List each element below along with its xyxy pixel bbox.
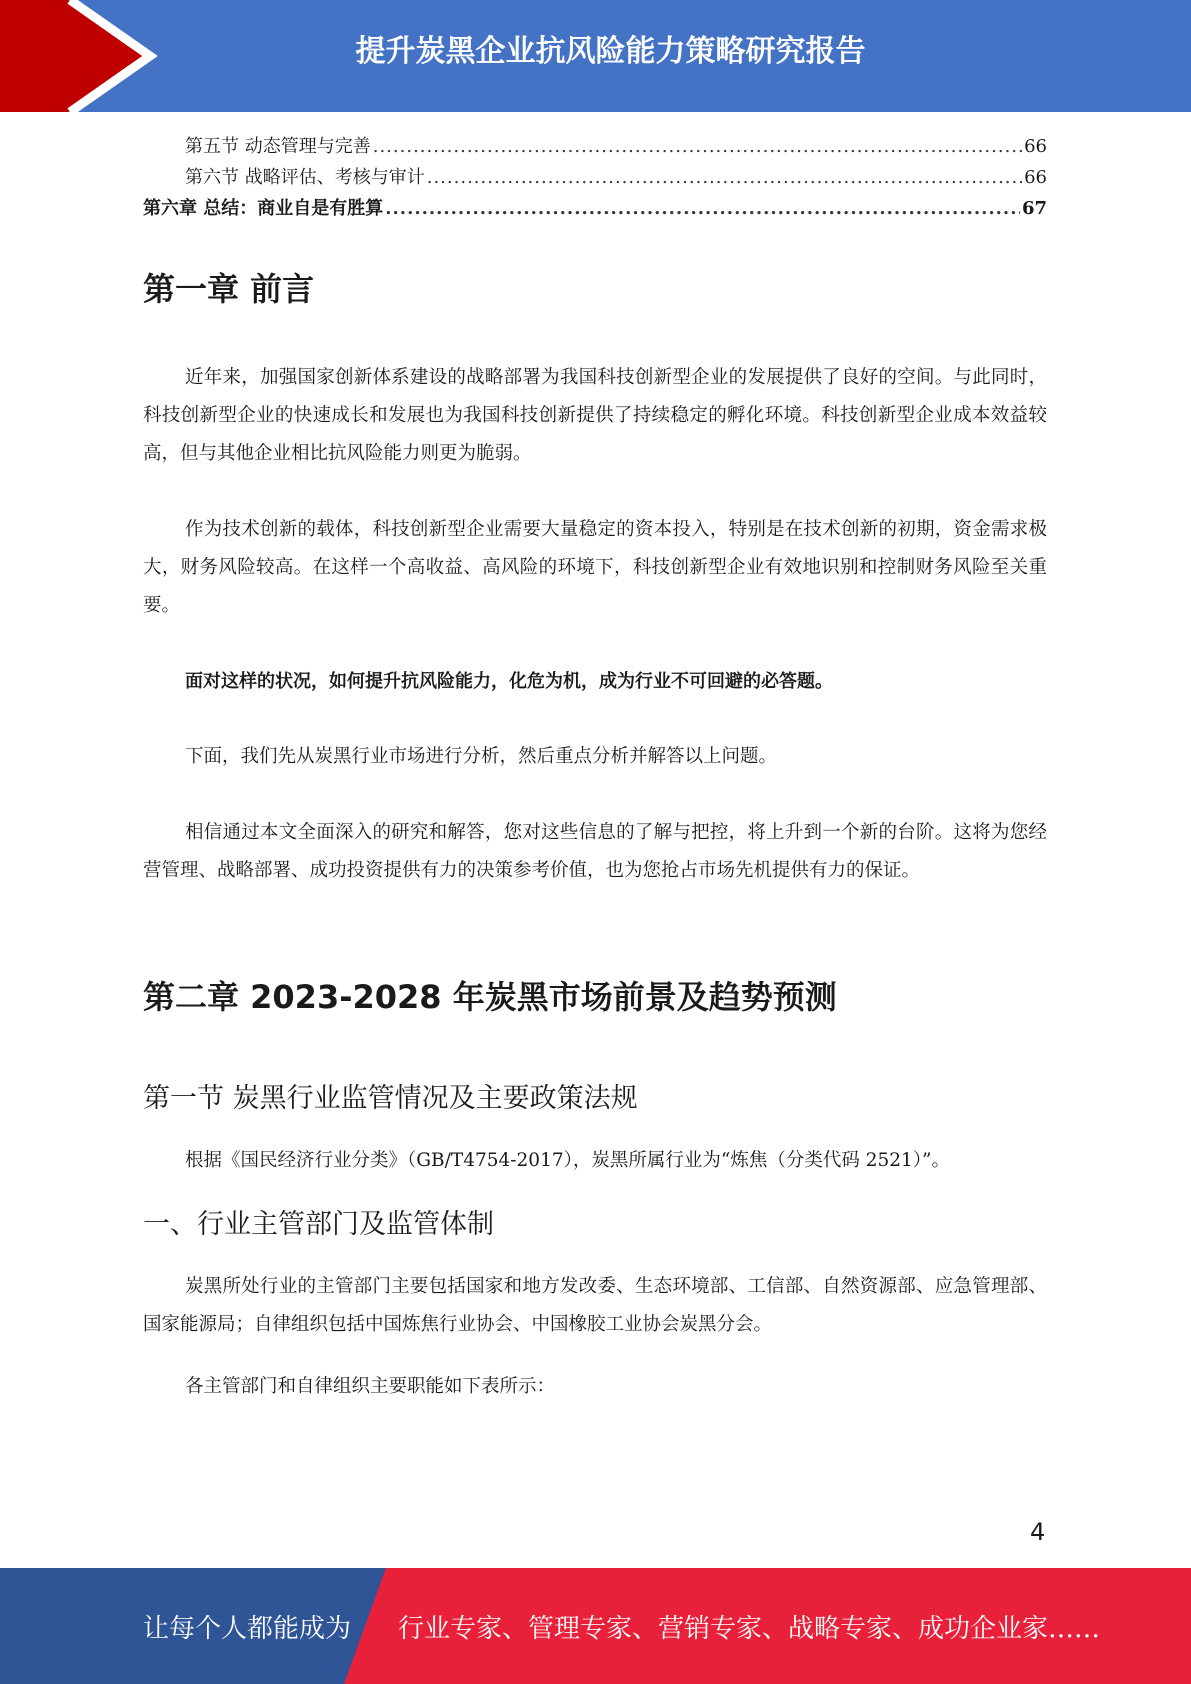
toc-entry[interactable]: [143, 163, 1047, 187]
toc-entry[interactable]: [143, 132, 1047, 156]
page-number: 4: [1030, 1518, 1046, 1546]
paragraph: 各主管部门和自律组织主要职能如下表所示：: [185, 1376, 556, 1397]
paragraph: 相信通过本文全面深入的研究和解答，您对这些信息的了解与把控，将上升到一个新的台阶。这将为您经营管理、战略部署、成功投资提供有力的决策参考价值，也为您抢占市场先机提供有力的保证。: [143, 822, 1047, 881]
header-title: 提升炭黑企业抗风险能力策略研究报告: [355, 34, 866, 69]
toc-leader-dots: [373, 136, 1022, 157]
toc-entry-label: 第六章 总结：商业自是有胜算: [143, 198, 384, 219]
toc-leader-dots: [427, 167, 1022, 188]
paragraph: 下面，我们先从炭黑行业市场进行分析，然后重点分析并解答以上问题。: [185, 746, 778, 767]
page-header: [0, 0, 1191, 112]
toc-entry-label: 第六节 战略评估、考核与审计: [185, 167, 425, 188]
section-heading: 第一节 炭黑行业监管情况及主要政策法规: [143, 1083, 638, 1114]
toc-entry-page: 66: [1024, 136, 1047, 157]
paragraph: 近年来，加强国家创新体系建设的战略部署为我国科技创新型企业的发展提供了良好的空间。与此同时，科技创新型企业的快速成长和发展也为我国科技创新提供了持续稳定的孵化环境。科技创新型企业成本效益较高，但与其他企业相比抗风险能力则更为脆弱。: [143, 367, 1047, 464]
toc-leader-dots: [385, 198, 1020, 219]
toc-entry-label: 第五节 动态管理与完善: [185, 136, 371, 157]
paragraph: 炭黑所处行业的主管部门主要包括国家和地方发改委、生态环境部、工信部、自然资源部、应急管理部、国家能源局；自律组织包括中国炼焦行业协会、中国橡胶工业协会炭黑分会。: [143, 1276, 1047, 1335]
subsection-heading: 一、行业主管部门及监管体制: [143, 1209, 494, 1240]
emphasis-paragraph: 面对这样的状况，如何提升抗风险能力，化危为机，成为行业不可回避的必答题。: [185, 671, 833, 692]
toc-entry-page: 67: [1021, 198, 1047, 219]
toc-entry-page: 66: [1024, 167, 1047, 188]
footer-slogan-left: 让每个人都能成为: [143, 1614, 352, 1644]
chapter-2-heading: 第二章 2023-2028 年炭黑市场前景及趋势预测: [143, 978, 837, 1016]
page-footer: [0, 1568, 1191, 1684]
chapter-1-heading: 第一章 前言: [143, 270, 315, 308]
footer-slogan-right: 行业专家、管理专家、营销专家、战略专家、成功企业家……: [398, 1614, 1101, 1644]
toc-entry[interactable]: [143, 194, 1047, 218]
paragraph: 根据《国民经济行业分类》（GB/T4754-2017），炭黑所属行业为“炼焦（分类代码 2521）”。: [185, 1150, 950, 1171]
paragraph: 作为技术创新的载体，科技创新型企业需要大量稳定的资本投入，特别是在技术创新的初期，资金需求极大，财务风险较高。在这样一个高收益、高风险的环境下，科技创新型企业有效地识别和控制财务风险至关重要。: [143, 519, 1047, 616]
